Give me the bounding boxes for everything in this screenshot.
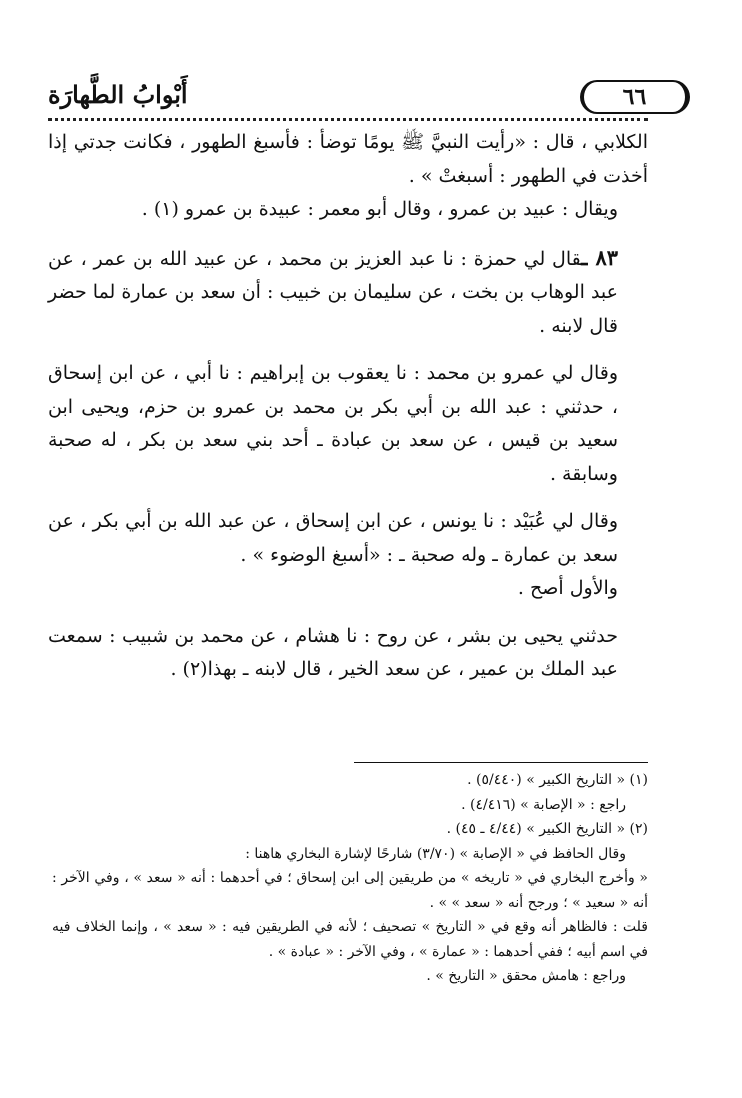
main-text — [48, 126, 648, 687]
paragraph-6: والأول أصح . — [517, 577, 618, 599]
page-number: ٦٦ — [580, 80, 690, 114]
paragraph-5: وقال لي عُبَيْد : نا يونس ، عن ابن إسحاق ، عن عبد الله بن أبي بكر ، عن سعد بن عمارة ـ وله صحبة ـ : «أسبغ الوضوء » . — [48, 510, 618, 566]
paragraph-83 — [48, 241, 648, 344]
footnote-2-quote: « وأخرج البخاري في « تاريخه » من طريقين إلى ابن إسحاق ؛ في أحدهما : أنه « سعد » ، وفي الآخر : أنه « سعيد » ؛ ورجح أنه « سعد » » . — [52, 870, 648, 911]
paragraph-4: وقال لي عمرو بن محمد : نا يعقوب بن إبراهيم : نا أبي ، عن ابن إسحاق ، حدثني : عبد الله بن أبي بكر بن محمد بن عمرو بن حزم، ويحيى ابن سعيد بن قيس ، عن سعد بن عبادة ـ أحد بني سعد بن بكر ، له صحبة وسابقة . — [48, 362, 618, 485]
page-header — [48, 76, 648, 116]
footnote-2-note: وقال الحافظ في « الإصابة » (٣/٧٠) شارحًا لإشارة البخاري هاهنا : — [245, 845, 626, 862]
paragraph-1: الكلابي ، قال : «رأيت النبيَّ ﷺ يومًا توضأ : فأسبغ الطهور ، فكانت جدتي إذا أخذت في الطهور : أسبغتْ » . — [48, 131, 648, 187]
paragraph-7: حدثني يحيى بن بشر ، عن روح : نا هشام ، عن محمد بن شبيب : سمعت عبد الملك بن عمير ، عن سعد الخير ، قال لابنه ـ بهذا(٢) . — [48, 624, 618, 680]
footnote-divider — [354, 762, 648, 763]
header-divider — [48, 118, 648, 121]
paragraph-83-text: قال لي حمزة : نا عبد العزيز بن محمد ، عن عبيد الله بن عمر ، عن عبد الوهاب بن بخت ، عن سليمان بن خبيب : أن سعد بن عمارة لما حضر قال لابنه . — [48, 247, 618, 337]
footnote-2: (٢) « التاريخ الكبير » (٤/٤٤ ـ ٤٥) . — [446, 821, 648, 837]
footnote-2-comment: قلت : فالظاهر أنه وقع في « التاريخ » تصحيف ؛ لأنه في الطريقين فيه : « سعد » ، وإنما الخلاف فيه في اسم أبيه ؛ ففي أحدهما : « عمارة » ، وفي الآخر : « عبادة » . — [52, 919, 648, 960]
footnote-1-ref: راجع : « الإصابة » (٤/٤١٦) . — [461, 796, 626, 813]
footnote-1: (١) « التاريخ الكبير » (٥/٤٤٠) . — [467, 772, 648, 788]
running-title: أَبْوابُ الطَّهارَة — [48, 80, 188, 109]
footnote-2-ref: وراجع : هامش محقق « التاريخ » . — [426, 968, 626, 984]
paragraph-2: ويقال : عبيد بن عمرو ، وقال أبو معمر : عبيدة بن عمرو (١) . — [141, 198, 618, 220]
footnotes — [52, 768, 648, 989]
item-number: ٨٣ ـ — [581, 244, 618, 270]
